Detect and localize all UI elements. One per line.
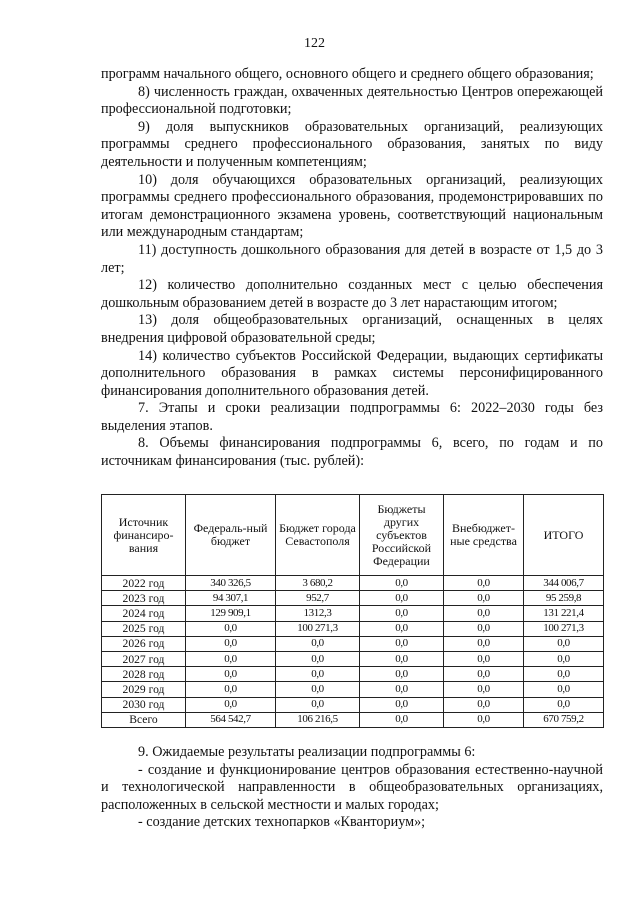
row-label-cell: 2026 год bbox=[102, 636, 186, 651]
body-text-top bbox=[101, 66, 603, 471]
paragraph: 12) количество дополнительно созданных мест с целью обеспечения дошкольным образованием детей в возрасте до 3 лет нарастающим итогом; bbox=[101, 277, 603, 311]
table-row bbox=[102, 712, 604, 727]
value-cell: 0,0 bbox=[444, 576, 524, 591]
value-cell: 0,0 bbox=[444, 682, 524, 697]
paragraph: 11) доступность дошкольного образования для детей в возрасте от 1,5 до 3 лет; bbox=[101, 241, 603, 276]
row-label-cell: 2027 год bbox=[102, 651, 186, 666]
value-cell: 131 221,4 bbox=[524, 606, 604, 621]
value-cell: 0,0 bbox=[444, 636, 524, 651]
financing-table bbox=[101, 494, 604, 728]
value-cell: 0,0 bbox=[444, 697, 524, 712]
table-row bbox=[102, 621, 604, 636]
table-row bbox=[102, 667, 604, 682]
value-cell: 0,0 bbox=[360, 682, 444, 697]
row-label-cell: 2023 год bbox=[102, 591, 186, 606]
value-cell: 95 259,8 bbox=[524, 591, 604, 606]
paragraph: 9) доля выпускников образовательных организаций, реализующих программы среднего профессионального образования, занятых по виду деятельности и полученным компетенциям; bbox=[101, 118, 603, 170]
value-cell: 952,7 bbox=[276, 591, 360, 606]
table-header-row bbox=[102, 495, 604, 576]
value-cell: 0,0 bbox=[444, 606, 524, 621]
row-label-cell: Всего bbox=[102, 712, 186, 727]
column-header: Федераль-ный бюджет bbox=[186, 495, 276, 576]
value-cell: 0,0 bbox=[186, 667, 276, 682]
paragraph: 13) доля общеобразовательных организаций, оснащенных в целях внедрения цифровой образовательной среды; bbox=[101, 312, 603, 346]
value-cell: 340 326,5 bbox=[186, 576, 276, 591]
value-cell: 0,0 bbox=[360, 636, 444, 651]
value-cell: 0,0 bbox=[186, 651, 276, 666]
table-row bbox=[102, 591, 604, 606]
value-cell: 670 759,2 bbox=[524, 712, 604, 727]
value-cell: 0,0 bbox=[360, 712, 444, 727]
paragraph: 10) доля обучающихся образовательных организаций, реализующих программы среднего профессионального образования, продемонстрировавших по итогам демонстрационного экзамена уровень, соответствующий национальным или международным стандартам; bbox=[101, 171, 603, 241]
table-row bbox=[102, 682, 604, 697]
value-cell: 0,0 bbox=[186, 621, 276, 636]
value-cell: 0,0 bbox=[360, 651, 444, 666]
table-row bbox=[102, 576, 604, 591]
value-cell: 0,0 bbox=[524, 651, 604, 666]
row-label-cell: 2030 год bbox=[102, 697, 186, 712]
column-header: Бюджеты других субъектов Российской Федерации bbox=[360, 495, 444, 576]
value-cell: 0,0 bbox=[524, 682, 604, 697]
column-header: Внебюджет-ные средства bbox=[444, 495, 524, 576]
value-cell: 0,0 bbox=[360, 697, 444, 712]
body-text-bottom bbox=[101, 744, 603, 832]
paragraph: 7. Этапы и сроки реализации подпрограммы 6: 2022–2030 годы без выделения этапов. bbox=[101, 400, 603, 434]
financing-table-wrapper bbox=[101, 494, 603, 728]
value-cell: 0,0 bbox=[524, 636, 604, 651]
value-cell: 0,0 bbox=[360, 591, 444, 606]
value-cell: 0,0 bbox=[444, 651, 524, 666]
table-body bbox=[102, 576, 604, 728]
paragraph: 8) численность граждан, охваченных деятельностью Центров опережающей профессиональной подготовки; bbox=[101, 83, 603, 118]
value-cell: 0,0 bbox=[276, 697, 360, 712]
table-row bbox=[102, 651, 604, 666]
value-cell: 0,0 bbox=[186, 682, 276, 697]
row-label-cell: 2025 год bbox=[102, 621, 186, 636]
value-cell: 0,0 bbox=[276, 636, 360, 651]
value-cell: 94 307,1 bbox=[186, 591, 276, 606]
value-cell: 0,0 bbox=[276, 667, 360, 682]
value-cell: 0,0 bbox=[360, 621, 444, 636]
table-row bbox=[102, 697, 604, 712]
paragraph: 9. Ожидаемые результаты реализации подпрограммы 6: bbox=[138, 744, 476, 760]
row-label-cell: 2029 год bbox=[102, 682, 186, 697]
row-label-cell: 2028 год bbox=[102, 667, 186, 682]
page-number: 122 bbox=[304, 36, 325, 51]
value-cell: 1312,3 bbox=[276, 606, 360, 621]
column-header: Источник финансиро-вания bbox=[102, 495, 186, 576]
row-label-cell: 2024 год bbox=[102, 606, 186, 621]
value-cell: 129 909,1 bbox=[186, 606, 276, 621]
value-cell: 0,0 bbox=[276, 682, 360, 697]
value-cell: 100 271,3 bbox=[524, 621, 604, 636]
value-cell: 3 680,2 bbox=[276, 576, 360, 591]
value-cell: 0,0 bbox=[444, 591, 524, 606]
paragraph: 8. Объемы финансирования подпрограммы 6, всего, по годам и по источникам финансирования (тыс. рублей): bbox=[101, 435, 603, 470]
row-label-cell: 2022 год bbox=[102, 576, 186, 591]
value-cell: 0,0 bbox=[186, 636, 276, 651]
value-cell: 0,0 bbox=[360, 576, 444, 591]
value-cell: 0,0 bbox=[524, 697, 604, 712]
value-cell: 0,0 bbox=[444, 621, 524, 636]
value-cell: 100 271,3 bbox=[276, 621, 360, 636]
table-row bbox=[102, 636, 604, 651]
column-header: Бюджет города Севастополя bbox=[276, 495, 360, 576]
value-cell: 0,0 bbox=[524, 667, 604, 682]
value-cell: 0,0 bbox=[360, 606, 444, 621]
paragraph: - создание и функционирование центров образования естественно-научной и технологической направленности в общеобразовательных организациях, расположенных в сельской местности и малых городах; bbox=[101, 761, 603, 813]
value-cell: 0,0 bbox=[186, 697, 276, 712]
table-row bbox=[102, 606, 604, 621]
value-cell: 0,0 bbox=[444, 712, 524, 727]
value-cell: 0,0 bbox=[276, 651, 360, 666]
value-cell: 344 006,7 bbox=[524, 576, 604, 591]
value-cell: 0,0 bbox=[360, 667, 444, 682]
paragraph: 14) количество субъектов Российской Федерации, выдающих сертификаты дополнительного образования в рамках системы персонифицированного финансирования дополнительного образования детей. bbox=[101, 347, 603, 399]
value-cell: 0,0 bbox=[444, 667, 524, 682]
paragraph: программ начального общего, основного общего и среднего общего образования; bbox=[101, 66, 594, 82]
paragraph: - создание детских технопарков «Кванториум»; bbox=[138, 814, 426, 831]
value-cell: 564 542,7 bbox=[186, 712, 276, 727]
value-cell: 106 216,5 bbox=[276, 712, 360, 727]
column-header: ИТОГО bbox=[524, 495, 604, 576]
